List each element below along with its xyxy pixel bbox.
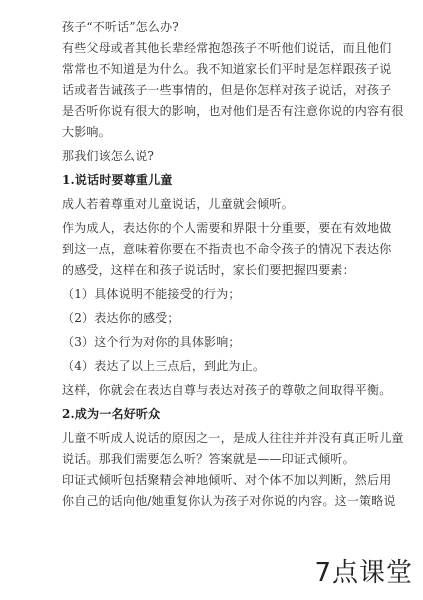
intro-line: 大影响。 <box>62 125 111 139</box>
intro-line: 是否听你说有很大的影响，也对他们是否有注意你说的内容有很 <box>62 104 404 118</box>
list-item: （3）这个行为对你的具体影响； <box>62 335 241 349</box>
section-1-lead: 成人若着尊重对儿童说话，儿童就会倾听。 <box>62 197 294 211</box>
question-line: 那我们该怎么说? <box>62 149 155 163</box>
watermark-logo: 7点课堂 <box>314 558 413 588</box>
section-2-line: 印证式倾听包括聚精会神地倾听、对个体不加以判断，然后用 <box>62 473 392 487</box>
intro-line: 常常也不知道是为什么。我不知道家长们平时是怎样跟孩子说 <box>62 62 392 76</box>
section-2-line: 你自己的话向他/她重复你认为孩子对你说的内容。这一策略说 <box>62 494 396 508</box>
section-2-line: 儿童不听成人说话的原因之一，是成人往往并并没有真正听儿童 <box>62 431 404 445</box>
list-item: （2）表达你的感受； <box>62 311 180 325</box>
list-item: （1）具体说明不能接受的行为； <box>62 287 241 301</box>
section-1-line: 到这一点，意味着你要在不指责也不命令孩子的情况下表达你 <box>62 242 392 256</box>
section-1-heading: 1.说话时要尊重儿童 <box>62 173 173 187</box>
section-1-closing: 这样，你就会在表达自尊与表达对孩子的尊敬之间取得平衡。 <box>62 383 392 397</box>
intro-line: 有些父母或者其他长辈经常抱怨孩子不听他们说话，而且他们 <box>62 41 392 55</box>
article-title: 孩子“不听话”怎么办? <box>62 20 179 34</box>
intro-paragraph <box>62 41 404 139</box>
section-2-paragraph <box>62 431 404 508</box>
section-1-list <box>62 287 364 373</box>
section-1-line: 作为成人，表达你的个人需要和界限十分重要，要在有效地做 <box>62 221 392 235</box>
section-2-line: 说话。那我们需要怎么听？答案就是——印证式倾听。 <box>62 452 355 466</box>
list-item: （4）表达了以上三点后，到此为止。 <box>62 359 266 373</box>
section-2-heading: 2.成为一名好听众 <box>62 407 161 421</box>
section-1-line: 的感受，这样在和孩子说话时，家长们要把握四要素： <box>62 263 355 277</box>
intro-line: 话或者告诫孩子一些事情的，但是你怎样对孩子说话，对孩子 <box>62 83 392 97</box>
section-1-paragraph <box>62 221 392 277</box>
article-body <box>62 20 404 508</box>
